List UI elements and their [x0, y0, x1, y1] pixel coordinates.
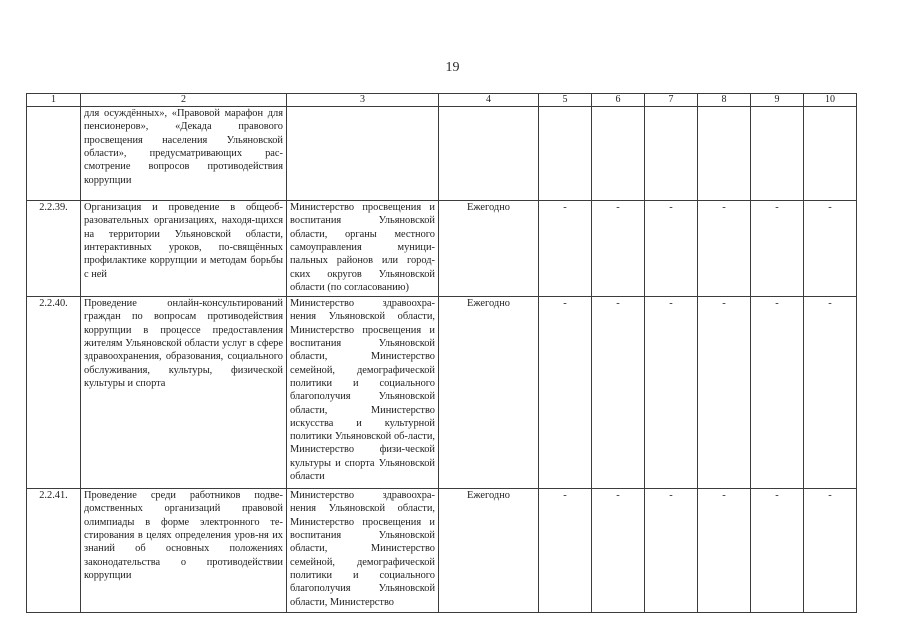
- value-cell: -: [592, 201, 645, 297]
- value-cell: -: [751, 489, 804, 613]
- deadline: [439, 107, 539, 201]
- value-cell: -: [539, 201, 592, 297]
- value-cell: [751, 107, 804, 201]
- value-cell: [698, 107, 751, 201]
- responsible-executor: [287, 107, 439, 201]
- value-cell: -: [751, 297, 804, 489]
- responsible-executor: Министерство здравоохра-нения Ульяновской области, Министерство просвещения и воспитания Ульяновской области, Министерство семейной, демографической политики и социального благополучия Ульяновской области, Министерство искусства и культурной политики Ульяновской об-ласти, Министерство физи-ческой культуры и спорта Ульяновской области: [287, 297, 439, 489]
- column-header: 10: [804, 94, 857, 107]
- value-cell: -: [592, 489, 645, 613]
- table-row: [27, 297, 857, 489]
- column-header-row: [27, 94, 857, 107]
- column-header: 6: [592, 94, 645, 107]
- value-cell: [539, 107, 592, 201]
- value-cell: -: [698, 297, 751, 489]
- value-cell: -: [804, 201, 857, 297]
- value-cell: -: [539, 297, 592, 489]
- value-cell: -: [645, 201, 698, 297]
- measure-description: для осуждённых», «Правовой марафон для пенсионеров», «Декада правового просвещения населения Ульяновской области», предусматривающих рас-смотрение вопросов противодействия коррупции: [81, 107, 287, 201]
- value-cell: -: [698, 201, 751, 297]
- page-number: 19: [445, 60, 460, 75]
- value-cell: -: [804, 489, 857, 613]
- value-cell: -: [645, 489, 698, 613]
- row-number: 2.2.40.: [27, 297, 81, 489]
- deadline: Ежегодно: [439, 201, 539, 297]
- row-number: 2.2.39.: [27, 201, 81, 297]
- column-header: 8: [698, 94, 751, 107]
- value-cell: -: [539, 489, 592, 613]
- row-number: 2.2.41.: [27, 489, 81, 613]
- value-cell: -: [751, 201, 804, 297]
- table-row: [27, 107, 857, 201]
- column-header: 2: [81, 94, 287, 107]
- column-header: 7: [645, 94, 698, 107]
- value-cell: -: [804, 297, 857, 489]
- table-row: [27, 489, 857, 613]
- measures-table: [26, 93, 857, 613]
- column-header: 9: [751, 94, 804, 107]
- value-cell: [645, 107, 698, 201]
- value-cell: -: [698, 489, 751, 613]
- deadline: Ежегодно: [439, 489, 539, 613]
- responsible-executor: Министерство просвещения и воспитания Ульяновской области, органы местного самоуправления муници-пальных районов или город-ских округов Ульяновской области (по согласованию): [287, 201, 439, 297]
- value-cell: [804, 107, 857, 201]
- measure-description: Проведение среди работников подве-домственных организаций правовой олимпиады в форме электронного те-стирования в целях определения уров-ня их знаний об основных положениях законодательства о противодействии коррупции: [81, 489, 287, 613]
- column-header: 4: [439, 94, 539, 107]
- value-cell: -: [645, 297, 698, 489]
- measure-description: Проведение онлайн-консультирований граждан по вопросам противодействия коррупции в процессе предоставления жителям Ульяновской области услуг в сфере здравоохранения, образования, социального обслуживания, культуры, физической культуры и спорта: [81, 297, 287, 489]
- value-cell: [592, 107, 645, 201]
- value-cell: -: [592, 297, 645, 489]
- column-header: 3: [287, 94, 439, 107]
- measure-description: Организация и проведение в общеоб-разовательных организациях, находя-щихся на территории Ульяновской области, интерактивных уроков, по-свящённых профилактике коррупции и методам борьбы с ней: [81, 201, 287, 297]
- deadline: Ежегодно: [439, 297, 539, 489]
- column-header: 5: [539, 94, 592, 107]
- responsible-executor: Министерство здравоохра-нения Ульяновской области, Министерство просвещения и воспитания Ульяновской области, Министерство семейной, демографической политики и социального благополучия Ульяновской области, Министерство: [287, 489, 439, 613]
- column-header: 1: [27, 94, 81, 107]
- table-row: [27, 201, 857, 297]
- row-number: [27, 107, 81, 201]
